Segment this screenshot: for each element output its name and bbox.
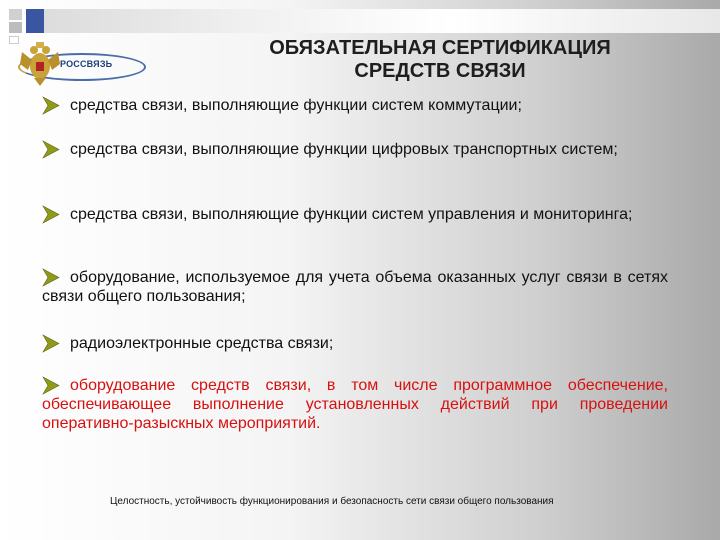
arrowhead-bullet-icon bbox=[42, 96, 60, 115]
decor-square-blue bbox=[26, 9, 44, 33]
arrowhead-bullet-icon bbox=[42, 334, 60, 353]
rossvyaz-logo bbox=[14, 40, 144, 88]
logo-text: РОССВЯЗЬ bbox=[60, 59, 113, 69]
title-line-1: ОБЯЗАТЕЛЬНАЯ СЕРТИФИКАЦИЯ bbox=[269, 37, 611, 59]
arrowhead-bullet-icon bbox=[42, 205, 60, 224]
footer-text: Целостность, устойчивость функционирования и безопасность сети связи общего пользования bbox=[110, 496, 554, 507]
decor-square-light bbox=[9, 9, 22, 20]
list-item bbox=[42, 205, 668, 224]
list-item-text: оборудование, используемое для учета объема оказанных услуг связи в сетях связи общего пользования; bbox=[42, 269, 668, 305]
list-item-highlighted bbox=[42, 376, 668, 433]
header-bar bbox=[44, 9, 720, 33]
title-line-2: СРЕДСТВ СВЯЗИ bbox=[354, 60, 526, 82]
list-item-text: радиоэлектронные средства связи; bbox=[70, 335, 334, 352]
list-item-text: средства связи, выполняющие функции цифровых транспортных систем; bbox=[70, 141, 618, 158]
list-item bbox=[42, 334, 668, 353]
decor-square-light bbox=[9, 22, 22, 33]
arrowhead-bullet-icon bbox=[42, 376, 60, 395]
list-item-text: оборудование средств связи, в том числе программное обеспечение, обеспечивающее выполнение установленных действий при проведении оперативно-разыскных мероприятий. bbox=[42, 377, 668, 432]
list-item-text: средства связи, выполняющие функции систем коммутации; bbox=[70, 97, 522, 114]
list-item bbox=[42, 140, 668, 159]
list-item-text: средства связи, выполняющие функции систем управления и мониторинга; bbox=[70, 206, 633, 223]
page-title bbox=[200, 37, 680, 83]
double-headed-eagle-emblem-icon bbox=[18, 40, 62, 88]
list-item bbox=[42, 96, 668, 115]
list-item bbox=[42, 268, 668, 306]
arrowhead-bullet-icon bbox=[42, 140, 60, 159]
arrowhead-bullet-icon bbox=[42, 268, 60, 287]
